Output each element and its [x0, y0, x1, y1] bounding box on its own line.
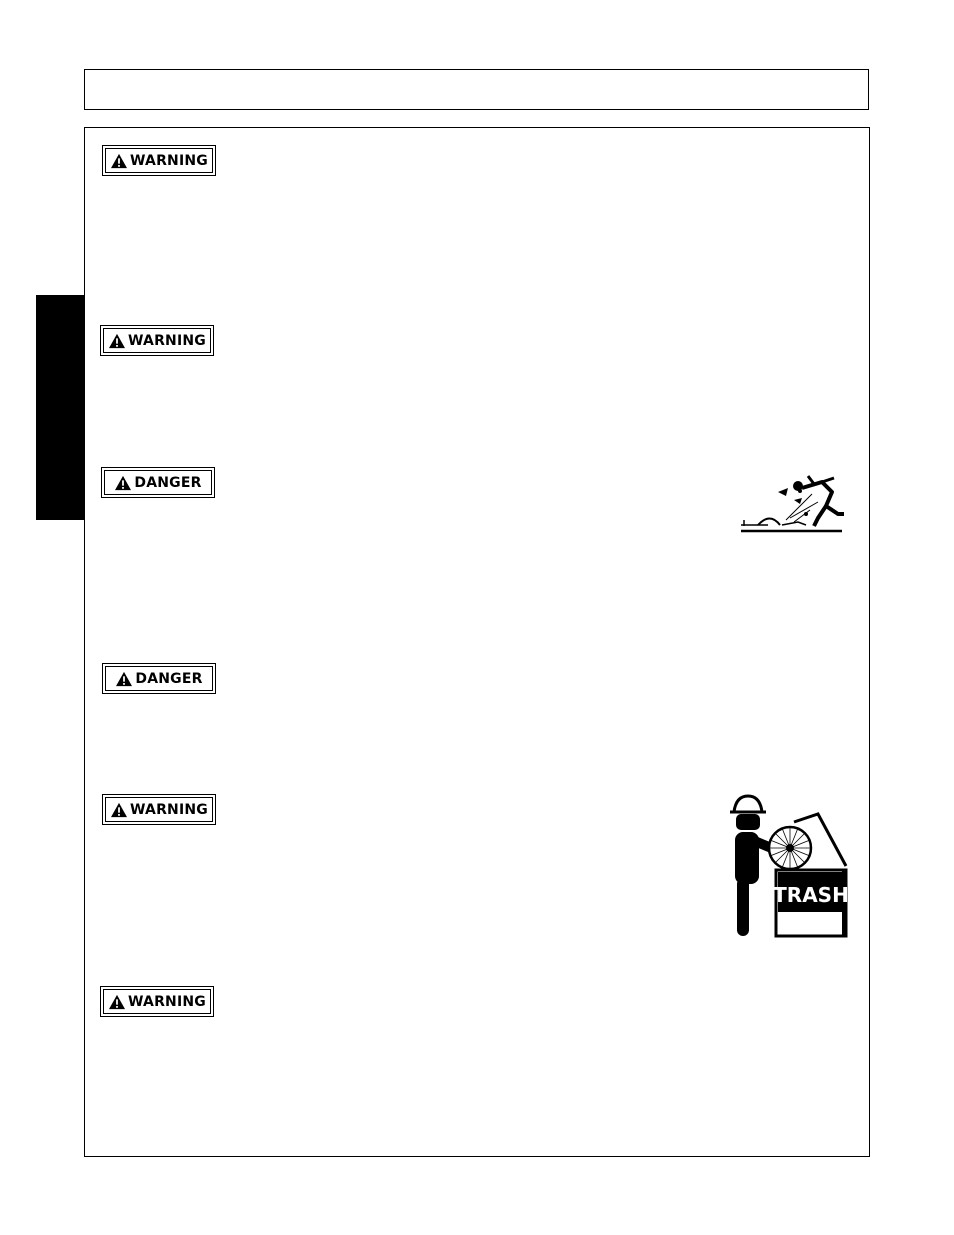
- alert-triangle-icon: [108, 994, 126, 1010]
- danger-label: [102, 663, 216, 694]
- alert-triangle-icon: [114, 475, 132, 491]
- alert-triangle-icon: [110, 802, 128, 818]
- warning-label: [102, 145, 216, 176]
- label-text: DANGER: [135, 670, 203, 687]
- label-text: WARNING: [130, 152, 208, 169]
- alert-triangle-icon: [115, 671, 133, 687]
- warning-label: [100, 986, 214, 1017]
- section-side-tab: [36, 295, 84, 520]
- page-header: [84, 69, 869, 110]
- thrown-object-hazard-icon: [738, 474, 848, 536]
- alert-triangle-icon: [108, 333, 126, 349]
- label-text: WARNING: [128, 993, 206, 1010]
- alert-triangle-icon: [110, 153, 128, 169]
- trash-bin-text: TRASH: [773, 883, 849, 907]
- danger-label: [101, 467, 215, 498]
- warning-label: [100, 325, 214, 356]
- warning-label: [102, 794, 216, 825]
- label-text: DANGER: [134, 474, 202, 491]
- label-text: WARNING: [128, 332, 206, 349]
- blade-disposal-icon: [724, 792, 850, 940]
- label-text: WARNING: [130, 801, 208, 818]
